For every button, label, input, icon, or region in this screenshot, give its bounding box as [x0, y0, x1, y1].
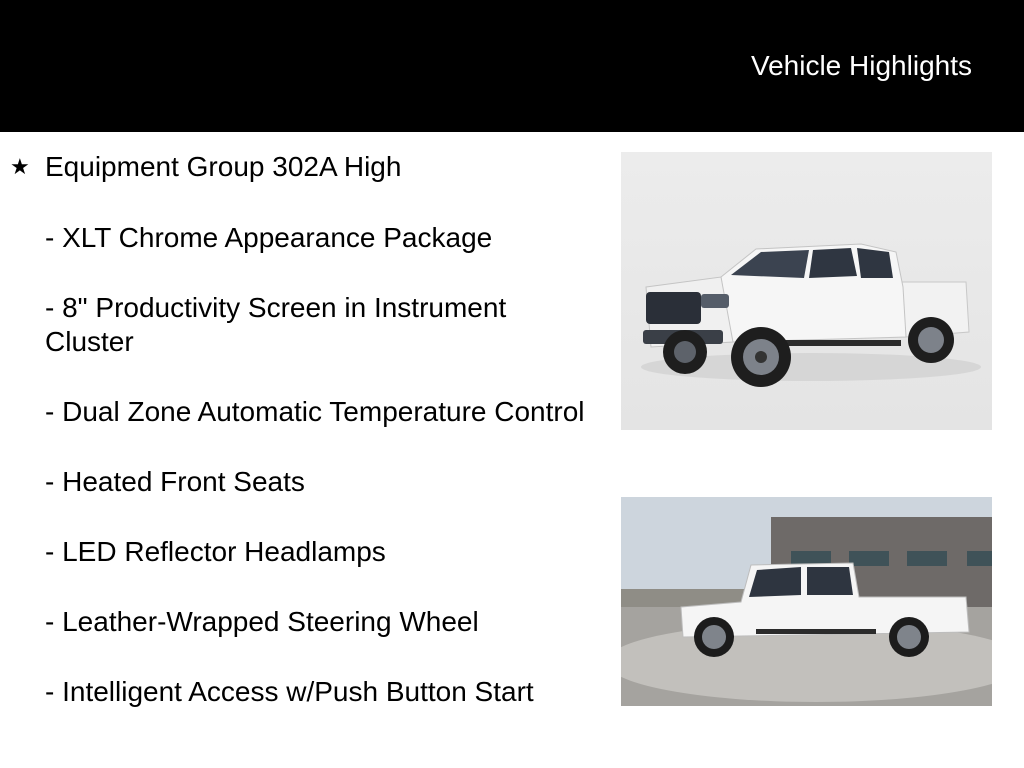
- feature-item: - Intelligent Access w/Push Button Start: [45, 676, 534, 707]
- truck-photo-side: [621, 497, 992, 706]
- feature-item: - XLT Chrome Appearance Package: [45, 222, 493, 253]
- feature-item: - Heated Front Seats: [45, 466, 305, 497]
- star-icon: ★: [10, 154, 30, 179]
- page-title: Vehicle Highlights: [750, 50, 972, 81]
- truck-front-illustration: [621, 152, 992, 430]
- header-bar: [0, 0, 1024, 132]
- truck-side-illustration: [621, 497, 992, 706]
- feature-list: [45, 221, 585, 745]
- truck-photo-front: [621, 152, 992, 430]
- feature-item: - LED Reflector Headlamps: [45, 536, 386, 567]
- equipment-group-title: Equipment Group 302A High: [45, 151, 402, 182]
- feature-item: - 8" Productivity Screen in Instrument Cluster: [45, 292, 507, 357]
- feature-item: - Dual Zone Automatic Temperature Control: [45, 396, 585, 427]
- feature-item: - Leather-Wrapped Steering Wheel: [45, 606, 479, 637]
